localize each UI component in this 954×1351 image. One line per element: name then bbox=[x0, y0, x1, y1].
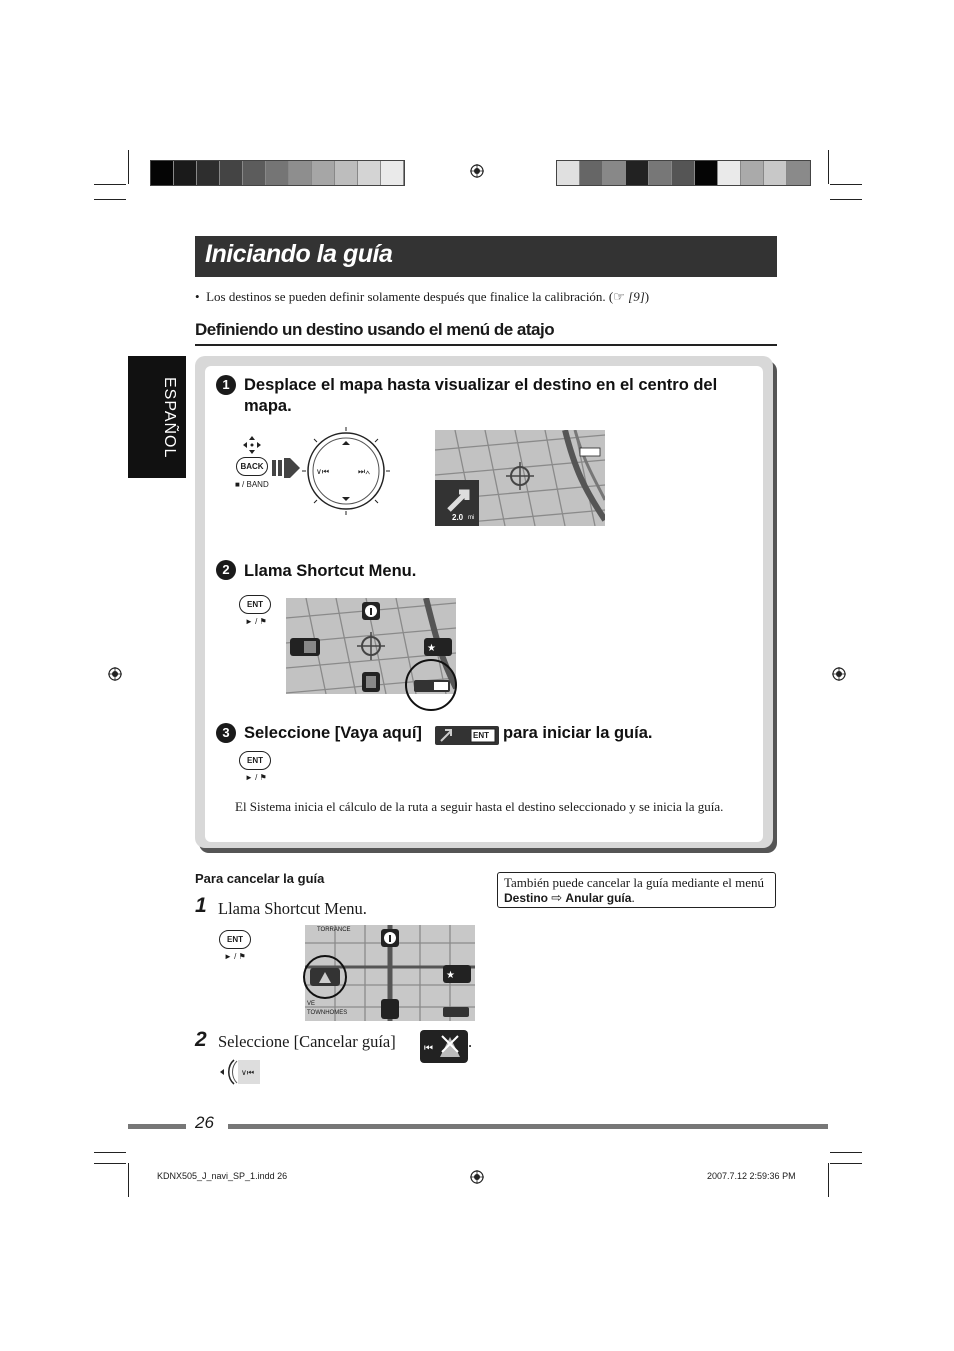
step-1-text: Desplace el mapa hasta visualizar el destino en el centro del mapa. bbox=[244, 376, 718, 415]
ent-button[interactable]: ENT bbox=[239, 751, 271, 770]
svg-text:⏭∧: ⏭∧ bbox=[358, 467, 371, 476]
section-subtitle: Definiendo un destino usando el menú de atajo bbox=[195, 320, 555, 339]
step-3-text-after: para iniciar la guía. bbox=[503, 724, 653, 742]
arrow-right-icon bbox=[272, 452, 302, 484]
registration-mark-icon bbox=[832, 667, 846, 681]
footer-rule bbox=[128, 1124, 186, 1129]
cancel-heading: Para cancelar la guía bbox=[195, 871, 325, 886]
ent-button-label: ► / ⚑ bbox=[245, 617, 267, 626]
ent-button-label: ► / ⚑ bbox=[245, 773, 267, 782]
registration-mark-icon bbox=[470, 1170, 484, 1184]
crop-mark bbox=[830, 1163, 862, 1164]
crop-mark bbox=[94, 1152, 126, 1153]
calibration-note-close: ) bbox=[644, 289, 650, 304]
map-screen-1 bbox=[435, 430, 605, 526]
control-dial-icon[interactable] bbox=[300, 425, 392, 517]
color-bar-left bbox=[150, 160, 405, 186]
cancel-guide-icon bbox=[420, 1030, 468, 1063]
go-here-icon bbox=[435, 726, 499, 745]
calibration-note-ref: [9] bbox=[628, 289, 645, 304]
back-button-label: ■ / BAND bbox=[235, 480, 269, 489]
dial-left-icon[interactable] bbox=[218, 1058, 262, 1086]
cancel-note-menu: Destino bbox=[504, 891, 549, 905]
back-button[interactable]: BACK bbox=[236, 457, 268, 476]
crop-mark bbox=[94, 1163, 126, 1164]
step-3-number: 3 bbox=[216, 723, 236, 743]
date-info: 2007.7.12 2:59:36 PM bbox=[707, 1171, 796, 1181]
cancel-note-arrow: ⇨ bbox=[551, 890, 563, 905]
go-here-ent-label: ENT bbox=[473, 731, 489, 740]
registration-mark-icon bbox=[108, 667, 122, 681]
map-3-label-townhomes: TOWNHOMES bbox=[307, 1010, 348, 1016]
crop-mark bbox=[830, 184, 862, 185]
crop-mark bbox=[94, 199, 126, 200]
cancel-step-2-end: . bbox=[468, 1032, 473, 1051]
calibration-note: • Los destinos se pueden definir solamente después que finalice la calibración. (☞ [9]) bbox=[195, 289, 650, 304]
cancel-note-item: Anular guía bbox=[565, 891, 632, 905]
highlight-circle bbox=[404, 658, 458, 712]
svg-text:∨⏮: ∨⏮ bbox=[316, 467, 330, 476]
map-1-distance: 2.0 bbox=[452, 513, 464, 522]
step-3-note: El Sistema inicia el cálculo de la ruta a seguir hasta el destino seleccionado y se inicia la guía. bbox=[235, 799, 724, 814]
step-2-number: 2 bbox=[216, 560, 236, 580]
cancel-step-2-text: Seleccione [Cancelar guía] bbox=[218, 1032, 396, 1051]
step-3-text-before: Seleccione [Vaya aquí] bbox=[244, 724, 422, 742]
crop-mark bbox=[128, 1163, 129, 1197]
step-2-text: Llama Shortcut Menu. bbox=[244, 562, 417, 580]
crop-mark bbox=[830, 199, 862, 200]
pointing-hand-icon: ☞ bbox=[613, 289, 625, 304]
subtitle-rule bbox=[195, 344, 777, 346]
svg-text:⏮: ⏮ bbox=[424, 1043, 433, 1054]
page-number: 26 bbox=[195, 1113, 214, 1132]
svg-text:∨⏮: ∨⏮ bbox=[241, 1068, 255, 1077]
registration-mark-icon bbox=[470, 164, 484, 178]
svg-text:★: ★ bbox=[427, 643, 436, 654]
crop-mark bbox=[128, 150, 129, 184]
ent-button[interactable]: ENT bbox=[219, 930, 251, 949]
cancel-note-suffix: . bbox=[631, 890, 635, 905]
crop-mark bbox=[830, 1152, 862, 1153]
step-1-number: 1 bbox=[216, 375, 236, 395]
map-1-distance-unit: mi bbox=[468, 515, 475, 521]
joystick-arrows-icon bbox=[242, 435, 262, 455]
cancel-step-2-number: 2 bbox=[195, 1028, 207, 1051]
crop-mark bbox=[828, 1163, 829, 1197]
language-tab-label: ESPAÑOL bbox=[161, 377, 178, 459]
svg-text:★: ★ bbox=[446, 970, 455, 981]
highlight-circle bbox=[302, 954, 348, 1000]
file-info: KDNX505_J_navi_SP_1.indd 26 bbox=[157, 1171, 288, 1181]
cancel-note-prefix: También puede cancelar la guía mediante el menú bbox=[504, 875, 765, 890]
color-bar-right bbox=[556, 160, 811, 186]
calibration-note-text: Los destinos se pueden definir solamente después que finalice la calibración. ( bbox=[206, 289, 614, 304]
cancel-step-1-number: 1 bbox=[195, 894, 207, 917]
ent-button-label: ► / ⚑ bbox=[224, 952, 246, 961]
map-3-label-ve: VE bbox=[307, 1001, 316, 1007]
ent-button[interactable]: ENT bbox=[239, 595, 271, 614]
cancel-note-box bbox=[497, 872, 776, 908]
crop-mark bbox=[94, 184, 126, 185]
cancel-step-1-text: Llama Shortcut Menu. bbox=[218, 899, 367, 918]
page-title: Iniciando la guía bbox=[205, 240, 393, 268]
footer-rule bbox=[228, 1124, 828, 1129]
map-3-label-torrance: TORRANCE bbox=[317, 927, 351, 933]
crop-mark bbox=[828, 150, 829, 184]
